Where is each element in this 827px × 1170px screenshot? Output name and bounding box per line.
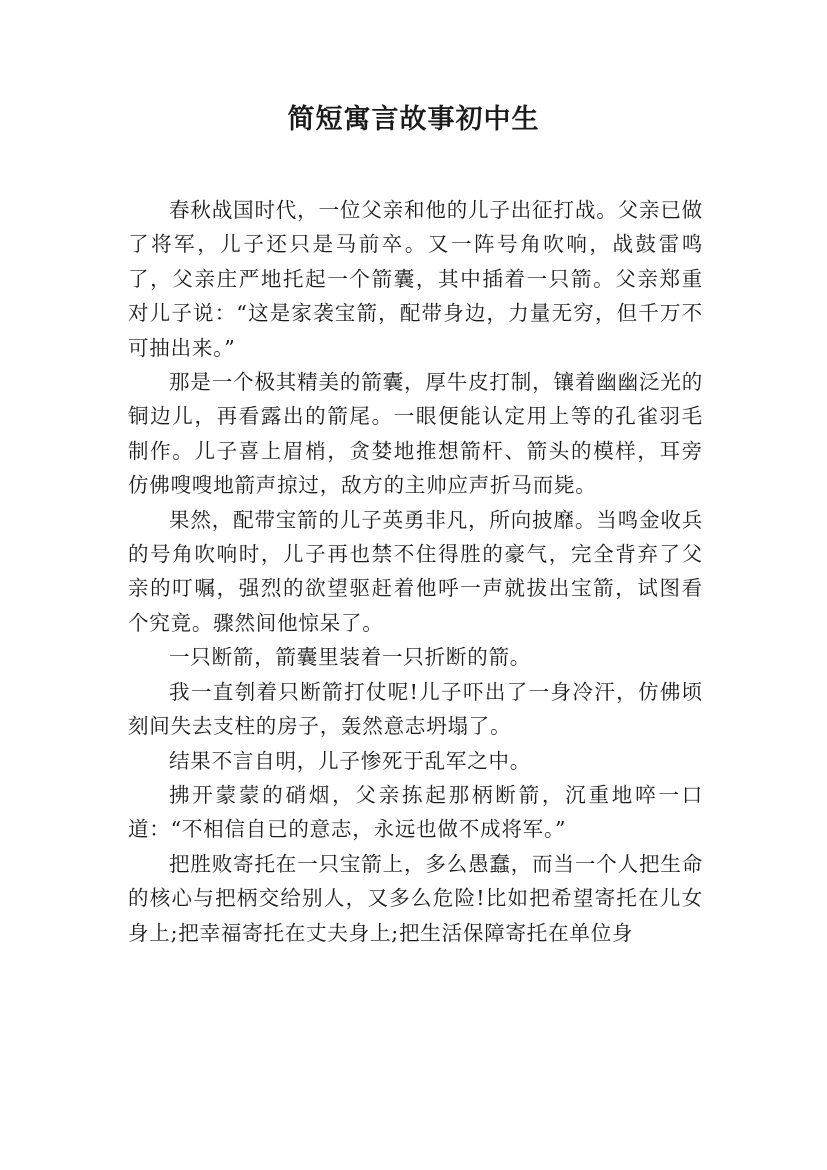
paragraph: 果然，配带宝箭的儿子英勇非凡，所向披靡。当鸣金收兵的号角吹响时，儿子再也禁不住得胜的豪气，完全背弃了父亲的叮嘱，强烈的欲望驱赶着他呼一声就拔出宝箭，试图看个究竟。骤然间他惊呆了。: [128, 507, 703, 635]
paragraph: 一只断箭，箭囊里装着一只折断的箭。: [169, 645, 532, 670]
paragraph: 拂开蒙蒙的硝烟，父亲拣起那柄断箭，沉重地啐一口道：“不相信自已的意志，永远也做不成将军。”: [128, 782, 703, 842]
paragraph: 我一直刳着只断箭打仗呢!儿子吓出了一身冷汗，仿佛顷刻间失去支柱的房子，轰然意志坍塌了。: [128, 679, 703, 739]
paragraph: 结果不言自明，儿子惨死于乱军之中。: [169, 748, 532, 773]
document-title: 简短寓言故事初中生: [287, 104, 540, 135]
paragraph: 春秋战国时代，一位父亲和他的儿子出征打战。父亲已做了将军，儿子还只是马前卒。又一阵号角吹响，战鼓雷鸣了，父亲庄严地托起一个箭囊，其中插着一只箭。父亲郑重对儿子说：“这是家袭宝箭，配带身边，力量无穷，但千万不可抽出来。”: [128, 198, 703, 360]
document-body: [128, 193, 703, 950]
paragraph: 把胜败寄托在一只宝箭上，多么愚蠢，而当一个人把生命的核心与把柄交给别人，又多么危险!比如把希望寄托在儿女身上;把幸福寄托在丈夫身上;把生活保障寄托在单位身: [128, 851, 703, 945]
paragraph: 那是一个极其精美的箭囊，厚牛皮打制，镶着幽幽泛光的铜边儿，再看露出的箭尾。一眼便能认定用上等的孔雀羽毛制作。儿子喜上眉梢，贪婪地推想箭杆、箭头的模样，耳旁仿佛嗖嗖地箭声掠过，敌方的主帅应声折马而毙。: [128, 370, 703, 498]
